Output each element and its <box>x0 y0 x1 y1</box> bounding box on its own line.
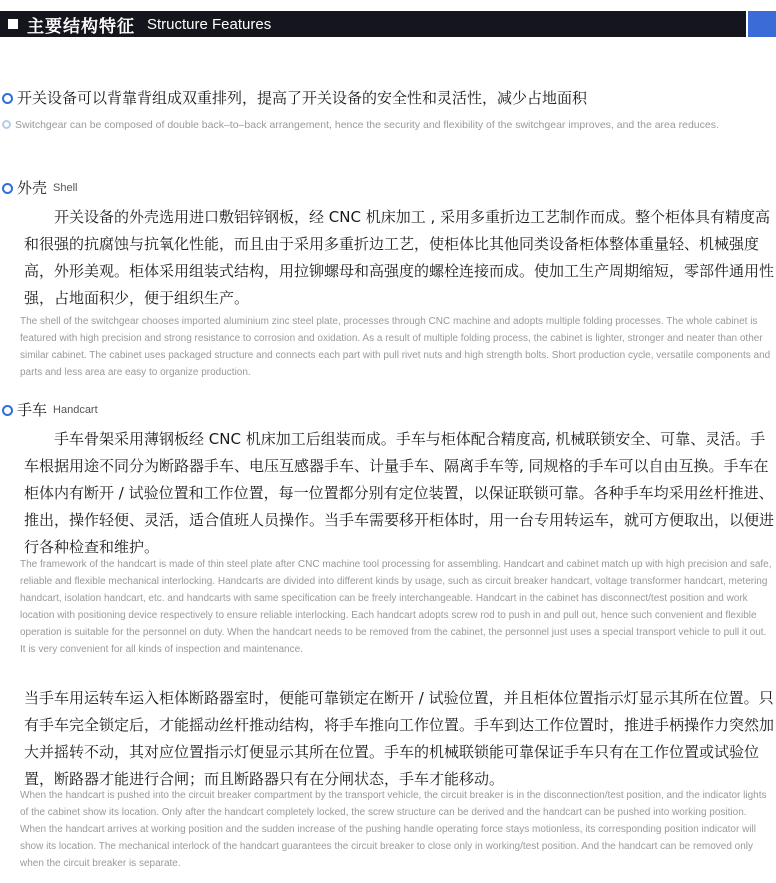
shell-body-cn-paragraph <box>24 204 774 312</box>
handcart-heading <box>2 400 98 420</box>
intro-heading <box>2 87 772 109</box>
circle-bullet-icon <box>2 120 11 129</box>
header-title-en: Structure Features <box>147 15 272 33</box>
handcart-body-en: The framework of the handcart is made of thin steel plate after CNC machine tool processing for assembling. Handcart and cabinet match up with high precision and safe, reliable and flexible mechanical interlocking. Handcarts are divided into different kinds by usage, such as circuit breaker handcart, voltage transformer handcart, metering handcart, isolation handcart, etc. and handcarts with same specification can be freely interchangeable. Handcart in the cabinet has disconnect/test position and work location with positioning device respectively to ensure reliable interlocking. Each handcart adopts screw rod to push in and pull out, hence such convenient and flexible operation is suitable for the personnel on duty. When the handcart needs to be removed from the cabinet, the personnel just uses a special transport vehicle to pull it out. It is very convenient for all kinds of inspection and maintenance. <box>20 559 772 655</box>
section-header-bar <box>0 11 776 37</box>
header-title-cn: 主要结构特征 <box>27 16 135 37</box>
shell-body-cn: 开关设备的外壳选用进口敷铝锌钢板，经 CNC 机床加工 , 采用多重折边工艺制作而成。整个柜体具有精度高和很强的抗腐蚀与抗氧化性能，而且由于采用多重折边工艺，使柜体比其他同类设备柜体整体重量轻、机械强度高，外形美观。柜体采用组装式结构，用拉铆螺母和高强度的螺栓连接而成。使加工生产周期缩短，零部件通用性强，占地面积少，便于组织生产。 <box>24 208 775 307</box>
square-bullet-icon <box>8 19 18 29</box>
circle-bullet-icon <box>2 183 13 194</box>
shell-body-en: The shell of the switchgear chooses imported aluminium zinc steel plate, processes through CNC machine and adopts multiple folding processes. The whole cabinet is featured with high precision and strong resistance to corrosion and oxidation. As a result of multiple folding process, the cabinet is lighter, stronger and neater than other similar cabinet. The cabinet uses packaged structure and connects each part with pull rivet nuts and high strength bolts. Short production cycle, versatile components and parts and less area are easy to organize production. <box>20 316 771 378</box>
handcart-body-cn-paragraph <box>24 426 774 561</box>
handcart-body2-en: When the handcart is pushed into the circuit breaker compartment by the transport vehicle, the circuit breaker is in the disconnection/test position, and the indicator lights of the cabinet show its location. Only after the handcart completely locked, the screw structure can be derived and the handcart can be pushed into working position. When the handcart arrives at working position and the sudden increase of the pushing handle operating force stays motionless, its corresponding position indicator will show its location. The mechanical interlock of the handcart guarantees the circuit breaker to close only in working/test position. And the handcart can be removed only when the circuit breaker is separate. <box>20 790 767 869</box>
handcart-title-en: Handcart <box>53 404 98 416</box>
intro-text-en-block <box>2 118 772 134</box>
shell-title-en: Shell <box>53 182 78 194</box>
header-dark-band <box>0 11 746 37</box>
intro-text-en: Switchgear can be composed of double back–to–back arrangement, hence the security and flexibility of the switchgear improves, and the area reduces. <box>15 119 719 131</box>
handcart-title-cn: 手车 <box>17 401 48 419</box>
header-accent-block <box>746 11 776 37</box>
circle-bullet-icon <box>2 405 13 416</box>
handcart-body2-cn: 当手车用运转车运入柜体断路器室时，便能可靠锁定在断开 / 试验位置，并且柜体位置指示灯显示其所在位置。只有手车完全锁定后，才能摇动丝杆推动结构，将手车推向工作位置。手车到达工作位置时，推进手柄操作力突然加大并摇转不动，其对应位置指示灯便显示其所在位置。手车的机械联锁能可靠保证手车只有在工作位置或试验位置，断路器才能进行合闸；而且断路器只有在分闸状态，手车才能移动。 <box>24 689 775 788</box>
shell-title-cn: 外壳 <box>17 179 48 197</box>
intro-text-cn: 开关设备可以背靠背组成双重排列，提高了开关设备的安全性和灵活性，减少占地面积 <box>17 89 588 107</box>
shell-heading <box>2 178 77 198</box>
circle-bullet-icon <box>2 93 13 104</box>
handcart-body-cn: 手车骨架采用薄钢板经 CNC 机床加工后组装而成。手车与柜体配合精度高, 机械联锁安全、可靠、灵活。手车根据用途不同分为断路器手车、电压互感器手车、计量手车、隔离手车等, 同规格的手车可以自由互换。手车在柜体内有断开 / 试验位置和工作位置，每一位置都分别有定位装置，以保证联锁可靠。各种手车均采用丝杆推进、推出，操作轻便、灵活，适合值班人员操作。当手车需要移开柜体时，用一台专用转运车，就可方便取出，以便进行各种检查和维护。 <box>24 430 775 556</box>
